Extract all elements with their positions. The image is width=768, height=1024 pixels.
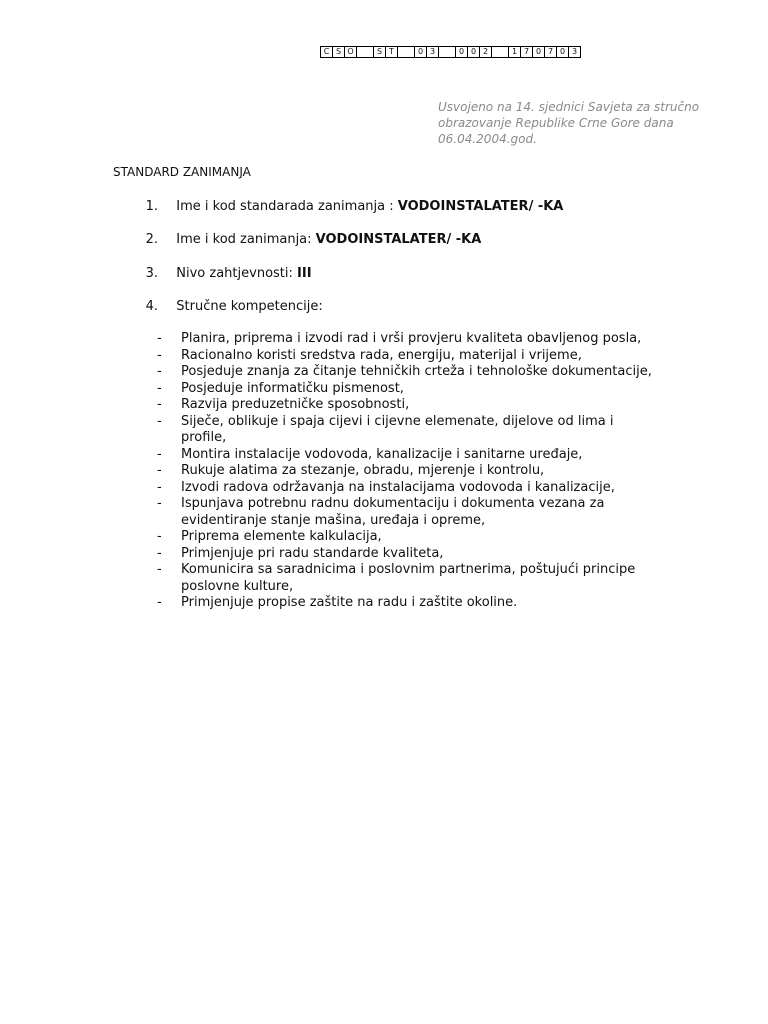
item-value: VODOINSTALATER/ -KA: [397, 199, 564, 214]
item-label: Ime i kod standarada zanimanja :: [176, 199, 398, 214]
list-item-text: Ispunjava potrebnu radnu dokumentaciju i dokumenta vezana za evidentiranje stanje mašina, uređaja i opreme,: [181, 496, 605, 528]
code-group: [320, 46, 357, 58]
code-group: [373, 46, 398, 58]
code-cell: S: [333, 47, 345, 57]
code-cell: 0: [533, 47, 545, 57]
code-gap: [398, 46, 414, 58]
list-item: [157, 562, 657, 595]
list-item-text: Priprema elemente kalkulacija,: [181, 529, 382, 544]
list-item-text: Primjenjuje propise zaštite na radu i zaštite okoline.: [181, 595, 518, 610]
item-standard-name: [113, 198, 673, 215]
item-number: 3.: [145, 266, 158, 281]
list-item-text: Rukuje alatima za stezanje, obradu, mjerenje i kontrolu,: [181, 463, 545, 478]
list-item-text: Komunicira sa saradnicima i poslovnim partnerima, poštujući principe poslovne kulture,: [181, 562, 636, 594]
list-item: [157, 546, 657, 563]
code-gap: [439, 46, 455, 58]
list-dash: -: [157, 562, 162, 577]
item-number: 2.: [145, 232, 158, 247]
code-gap: [357, 46, 373, 58]
list-dash: -: [157, 529, 162, 544]
page-title: STANDARD ZANIMANJA: [113, 165, 251, 179]
list-item-text: Izvodi radova održavanja na instalacijama vodovoda i kanalizacije,: [181, 479, 615, 495]
code-cell: 2: [482, 47, 489, 56]
list-dash: -: [157, 347, 162, 363]
code-cell: 7: [545, 47, 557, 57]
list-dash: -: [157, 380, 162, 396]
list-item: [157, 331, 657, 348]
code-cell: 0: [415, 47, 427, 57]
adoption-note: Usvojeno na 14. sjednici Savjeta za stručno obrazovanje Republike Crne Gore dana 06.04.2004.god.: [438, 100, 700, 146]
list-dash: -: [157, 545, 162, 561]
item-number: 4.: [145, 299, 158, 314]
code-cell: 3: [571, 47, 578, 56]
list-item-text: Siječe, oblikuje i spaja cijevi i cijevne elemenate, dijelove od lima i profile,: [181, 413, 614, 445]
list-item: [157, 397, 657, 414]
item-label: Stručne kompetencije:: [176, 299, 323, 314]
code-gap: [492, 46, 508, 58]
item-occupation-name: [113, 231, 673, 248]
code-cell: S: [374, 47, 386, 57]
list-item: [157, 348, 657, 365]
list-item: [157, 381, 657, 398]
code-cell: O: [347, 47, 354, 56]
code-cell: T: [389, 47, 394, 56]
list-dash: -: [157, 413, 162, 429]
list-item-text: Posjeduje znanja za čitanje tehničkih crteža i tehnološke dokumentacije,: [181, 364, 652, 379]
list-item: [157, 496, 657, 529]
list-dash: -: [157, 496, 162, 511]
list-item: [157, 447, 657, 464]
list-dash: -: [157, 479, 162, 495]
list-item-text: Primjenjuje pri radu standarde kvaliteta,: [181, 545, 444, 561]
list-item: [157, 595, 657, 612]
code-group: [508, 46, 581, 58]
code-cell: 0: [557, 47, 569, 57]
code-cell: 0: [468, 47, 480, 57]
list-item: [157, 529, 657, 546]
item-competencies: [113, 298, 673, 315]
code-group: [414, 46, 439, 58]
list-item: [157, 463, 657, 480]
item-label: Ime i kod zanimanja:: [176, 232, 316, 247]
list-item: [157, 364, 657, 381]
list-dash: -: [157, 446, 162, 462]
code-cell: C: [321, 47, 333, 57]
document-code: [320, 46, 581, 58]
list-dash: -: [157, 364, 162, 379]
code-cell: 3: [429, 47, 436, 56]
item-number: 1.: [145, 199, 158, 214]
list-item-text: Montira instalacije vodovoda, kanalizacije i sanitarne uređaje,: [181, 446, 583, 462]
list-dash: -: [157, 397, 162, 412]
competency-list: [157, 331, 657, 612]
code-group: [455, 46, 492, 58]
list-dash: -: [157, 595, 162, 610]
item-complexity-level: [113, 265, 673, 282]
list-dash: -: [157, 463, 162, 478]
item-value: VODOINSTALATER/ -KA: [315, 232, 482, 247]
code-cell: 1: [509, 47, 521, 57]
list-item: [157, 480, 657, 497]
list-item: [157, 414, 657, 447]
item-label: Nivo zahtjevnosti:: [176, 266, 298, 281]
list-item-text: Racionalno koristi sredstva rada, energiju, materijal i vrijeme,: [181, 347, 582, 363]
item-value: III: [297, 266, 312, 281]
list-dash: -: [157, 331, 162, 346]
list-item-text: Posjeduje informatičku pismenost,: [181, 380, 404, 396]
code-cell: 0: [456, 47, 468, 57]
list-item-text: Razvija preduzetničke sposobnosti,: [181, 397, 410, 412]
list-item-text: Planira, priprema i izvodi rad i vrši provjeru kvaliteta obavljenog posla,: [181, 331, 642, 346]
code-cell: 7: [521, 47, 533, 57]
